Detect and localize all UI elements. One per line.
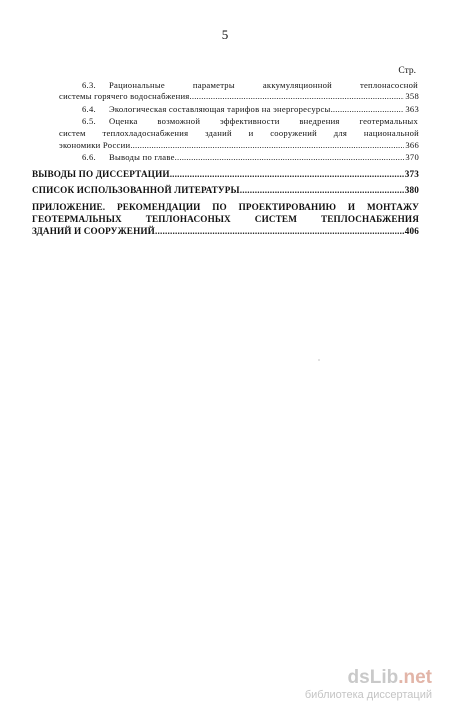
toc-page: 363 [405, 104, 419, 114]
toc-title: СПИСОК ИСПОЛЬЗОВАННОЙ ЛИТЕРАТУРЫ [32, 185, 240, 195]
toc-page: 366 [405, 140, 419, 150]
toc-title-line: ГЕОТЕРМАЛЬНЫХ ТЕПЛОНАСОНЫХ СИСТЕМ ТЕПЛОСНАБЖЕНИЯ [32, 214, 419, 224]
leader-dots [331, 104, 405, 114]
leader-dots [190, 91, 405, 101]
leader-dots [170, 169, 404, 179]
toc-title-line: ПРИЛОЖЕНИЕ. РЕКОМЕНДАЦИИ ПО ПРОЕКТИРОВАНИЮ И МОНТАЖУ [32, 202, 419, 212]
toc-entry-6-6: 6.6. Выводы по главе ..... 370 [82, 152, 419, 162]
toc-page: 358 [405, 91, 419, 101]
toc-title-line: Оценка возможной эффективности внедрения геотермальных [109, 116, 418, 126]
toc-number: 6.5. [82, 116, 96, 126]
toc-title: Выводы по главе [109, 152, 175, 162]
toc-page: 370 [405, 152, 419, 162]
toc-title-line: Рациональные параметры аккумуляционной теплонасосной [109, 80, 418, 90]
toc-leader-line: экономики России ..... 366 [59, 140, 419, 150]
toc-number: 6.3. [82, 80, 96, 90]
toc-leader-line: ЗДАНИЙ И СООРУЖЕНИЙ ..... 406 [32, 226, 419, 236]
toc-page: 373 [404, 169, 419, 179]
toc-entry-conclusions [32, 169, 419, 179]
page-number: 5 [221, 27, 229, 42]
watermark [232, 668, 432, 701]
scan-speck [318, 359, 320, 361]
toc-title: ВЫВОДЫ ПО ДИССЕРТАЦИИ [32, 169, 170, 179]
page-column-label: Стр. [398, 66, 416, 76]
toc-leader-line: системы горячего водоснабжения ..... 358 [59, 91, 419, 101]
watermark-subtitle: библиотека диссертаций [304, 689, 432, 701]
watermark-logo: dsLib.net [347, 667, 432, 688]
toc-page: 406 [404, 226, 419, 236]
leader-dots [175, 152, 405, 162]
toc-entry-references [32, 185, 419, 195]
toc-entry-6-4: 6.4. Экологическая составляющая тарифов на энергоресурсы ..... 363 [82, 104, 419, 114]
toc-title: Экологическая составляющая тарифов на энергоресурсы [109, 104, 331, 114]
toc-page: 380 [404, 185, 419, 195]
leader-dots [155, 226, 404, 236]
leader-dots [130, 140, 404, 150]
leader-dots [240, 185, 404, 195]
toc-title-line: систем теплохладоснабжения зданий и сооружений для национальной [59, 128, 419, 138]
